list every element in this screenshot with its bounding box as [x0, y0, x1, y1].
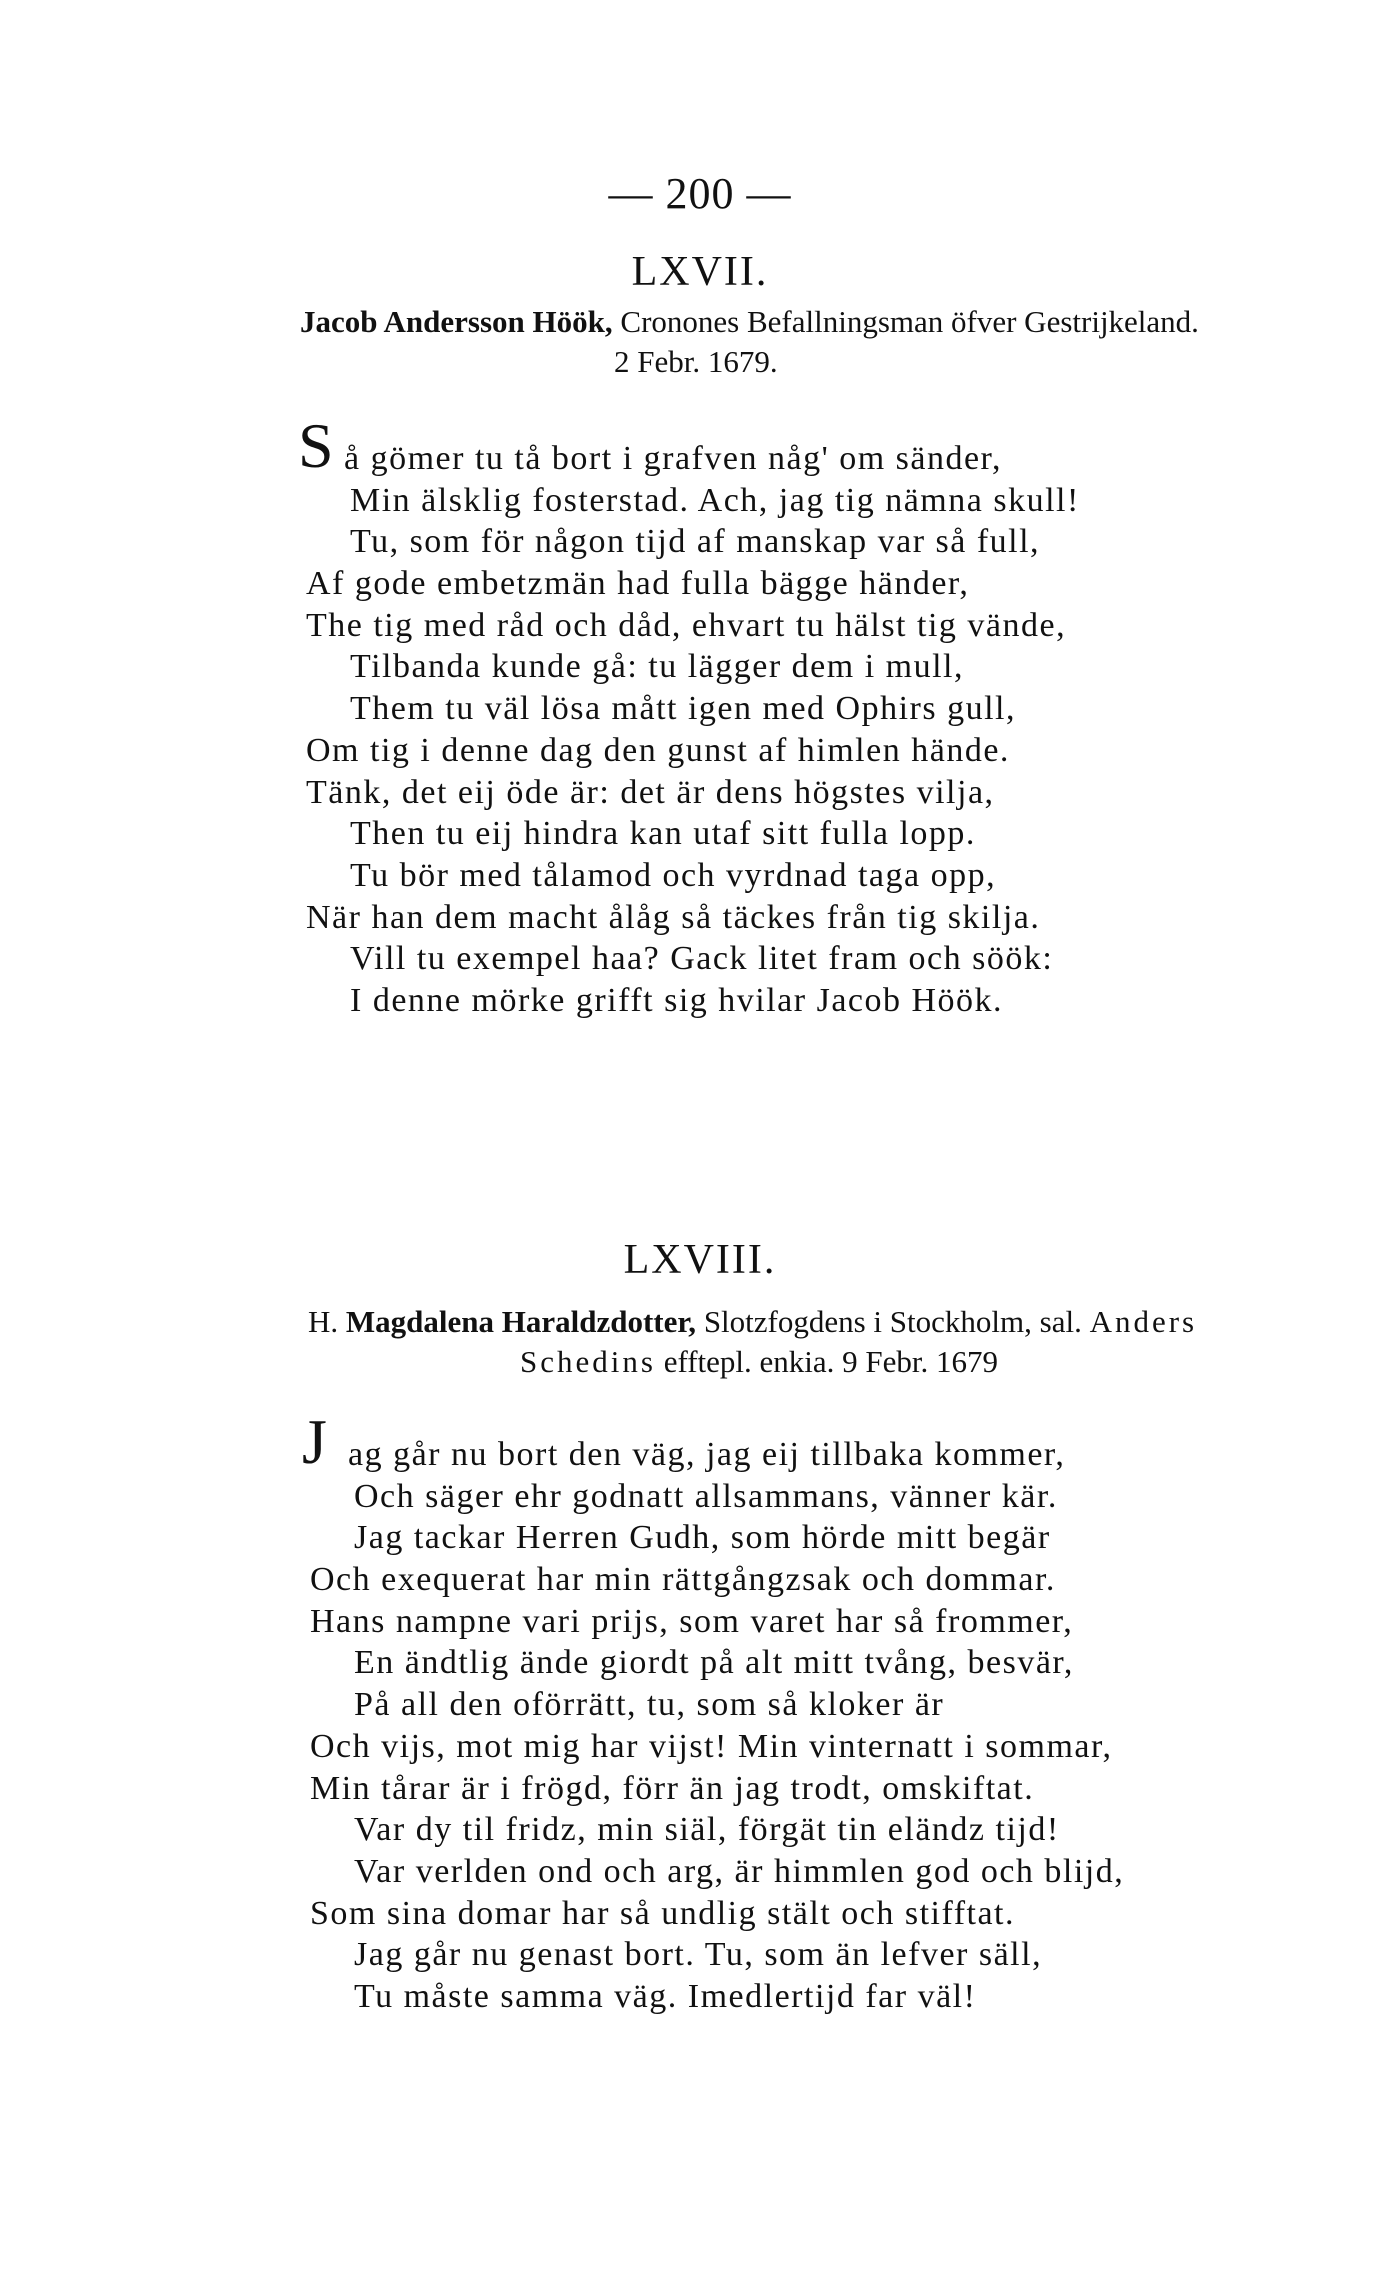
- heading-date-lxviii: [520, 1342, 998, 1382]
- poem-line: På all den oförrätt, tu, som så kloker är: [354, 1686, 945, 1724]
- heading-prefix: H.: [308, 1304, 346, 1339]
- poem-line: [302, 1406, 1124, 1477]
- heading-date-lxvii: 2 Febr. 1679.: [614, 344, 778, 379]
- poem-line-text: å gömer tu tå bort i grafven någ' om sänder,: [344, 440, 1003, 477]
- poem-line-text: ag går nu bort den väg, jag eij tillbaka kommer,: [348, 1436, 1066, 1473]
- poem-line: Jag tackar Herren Gudh, som hörde mitt begär: [354, 1519, 1051, 1557]
- section-heading-lxviii: [308, 1302, 1197, 1342]
- heading-person-name: Magdalena Haraldzdotter,: [345, 1304, 697, 1339]
- poem-line: Jag går nu genast bort. Tu, som än lefver säll,: [354, 1936, 1043, 1974]
- section-heading-lxvii: [300, 302, 1199, 342]
- poem-line: En ändtlig ände giordt på alt mitt tvång, besvär,: [354, 1644, 1074, 1682]
- poem-line: Var verlden ond och arg, är himmlen god och blijd,: [354, 1852, 1125, 1890]
- section-numeral-lxvii: LXVII.: [631, 249, 769, 295]
- heading-person-name: Jacob Andersson Höök,: [300, 304, 613, 339]
- heading-spaced-name: Anders: [1089, 1304, 1198, 1339]
- poem-line: I denne mörke grifft sig hvilar Jacob Höök.: [350, 981, 1004, 1019]
- poem-line: The tig med råd och dåd, ehvart tu hälst tig vände,: [306, 606, 1067, 644]
- drop-cap: J: [302, 1406, 329, 1477]
- page-number: — 200 —: [608, 169, 792, 218]
- poem-line: Tu måste samma väg. Imedlertijd far väl!: [354, 1977, 977, 2015]
- drop-cap: S: [298, 410, 336, 481]
- poem-line: Tu bör med tålamod och vyrdnad taga opp,: [350, 856, 997, 894]
- poem-line: Tilbanda kunde gå: tu lägger dem i mull,: [350, 648, 964, 686]
- poem-line: Tänk, det eij öde är: det är dens högstes vilja,: [306, 773, 995, 811]
- heading-date-text: efftерl. enkia. 9 Febr. 1679: [655, 1344, 999, 1379]
- poem-line: Vill tu exempel haa? Gack litet fram och söök:: [350, 940, 1054, 978]
- section-numeral-lxviii: LXVIII.: [623, 1237, 777, 1283]
- poem-line: Then tu eij hindra kan utaf sitt fulla lopp.: [350, 815, 976, 853]
- poem-line: Och säger ehr godnatt allsammans, vänner kär.: [354, 1477, 1058, 1515]
- poem-line: Them tu väl lösa mått igen med Ophirs gull,: [350, 690, 1017, 728]
- poem-line: Var dy til fridz, min siäl, förgät tin eländz tijd!: [354, 1811, 1060, 1849]
- poem-line: Tu, som för någon tijd af manskap var så full,: [350, 523, 1041, 561]
- poem-line: När han dem macht ålåg så täckes från tig skilja.: [306, 898, 1041, 936]
- heading-title-text: Cronones Befallningsman öfver Gestrijkeland.: [612, 304, 1199, 339]
- poem-line: Och vijs, mot mig har vijst! Min vinternatt i sommar,: [310, 1727, 1113, 1765]
- poem-line: Hans nampne vari prijs, som varet har så frommer,: [310, 1602, 1074, 1640]
- poem-line: [298, 410, 1080, 481]
- poem-lxviii: [302, 1406, 1125, 2018]
- poem-line: Om tig i denne dag den gunst af himlen hände.: [306, 731, 1010, 769]
- poem-lxvii: [298, 410, 1080, 1022]
- poem-line: Min tårar är i frögd, förr än jag trodt, omskiftat.: [310, 1769, 1035, 1807]
- poem-line: Som sina domar har så undlig stält och stifftat.: [310, 1894, 1016, 1932]
- heading-title-text: Slotzfogdens i Stockholm, sal.: [696, 1304, 1090, 1339]
- poem-line: Af gode embetzmän had fulla bägge händer,: [306, 565, 970, 603]
- heading-spaced-name: Schedins: [520, 1344, 656, 1379]
- poem-line: Min älsklig fosterstad. Ach, jag tig nämna skull!: [350, 481, 1080, 519]
- poem-line: Och exequerat har min rättgångzsak och dommar.: [310, 1561, 1056, 1599]
